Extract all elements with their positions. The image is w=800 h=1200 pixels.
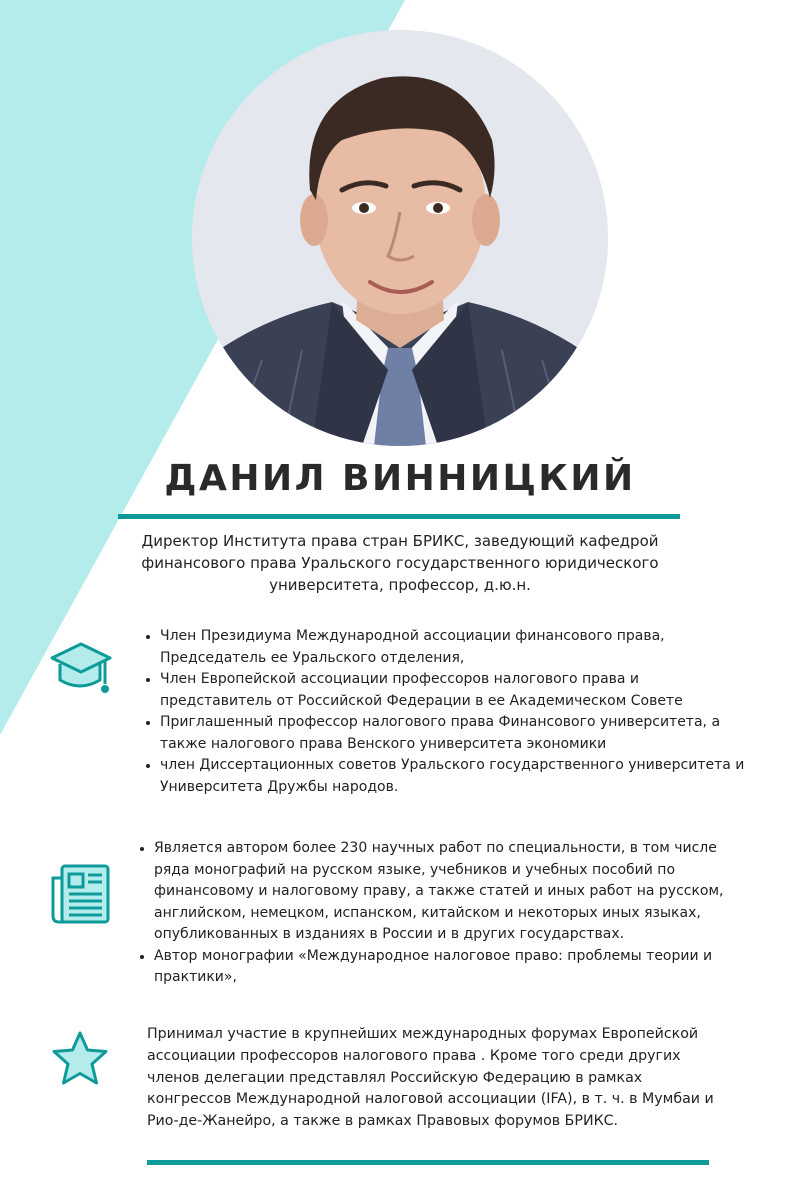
list-item: • Приглашенный профессор налогового права Финансового университета, а также налогового права Венского университета экономики [160, 712, 750, 755]
newspaper-icon [50, 862, 110, 924]
memberships-list [138, 626, 750, 798]
portrait-photo [192, 30, 608, 446]
forums-paragraph: Принимал участие в крупнейших международных форумах Европейской ассоциации профессоров налогового права . Кроме того среди других членов делегации представлял Российскую Федерацию в рамках конгрессов Международной налоговой ассоциации (IFA), в т. ч. в Мумбаи и Рио-де-Жанейро, а также в рамках Правовых форумов БРИКС. [147, 1026, 714, 1130]
bottom-divider [147, 1160, 709, 1165]
publications-list [132, 838, 754, 989]
person-name: ДАНИЛ ВИННИЦКИЙ [164, 458, 636, 499]
star-icon [50, 1030, 110, 1088]
position-subtitle: Директор Института права стран БРИКС, заведующий кафедрой финансового права Уральского государственного юридического университета, профессор, д.ю.н. [141, 532, 659, 594]
list-item: • Автор монографии «Международное налоговое право: проблемы теории и практики», [154, 946, 754, 989]
list-item: • член Диссертационных советов Уральского государственного университета и Университета Дружбы народов. [160, 755, 750, 798]
list-item: • Является автором более 230 научных работ по специальности, в том числе ряда монографий на русском языке, учебников и учебных пособий по финансовому и налоговому праву, а также статей и иных работ на русском, английском, немецком, испанском, китайском и некоторых иных языках, опубликованных в изданиях в России и в других государствах. [154, 838, 754, 946]
top-divider [118, 514, 680, 519]
graduation-cap-icon [50, 640, 112, 698]
list-item: • Член Европейской ассоциации профессоров налогового права и представитель от Российской Федерации в ее Академическом Совете [160, 669, 750, 712]
list-item: • Член Президиума Международной ассоциации финансового права, Председатель ее Уральского отделения, [160, 626, 750, 669]
